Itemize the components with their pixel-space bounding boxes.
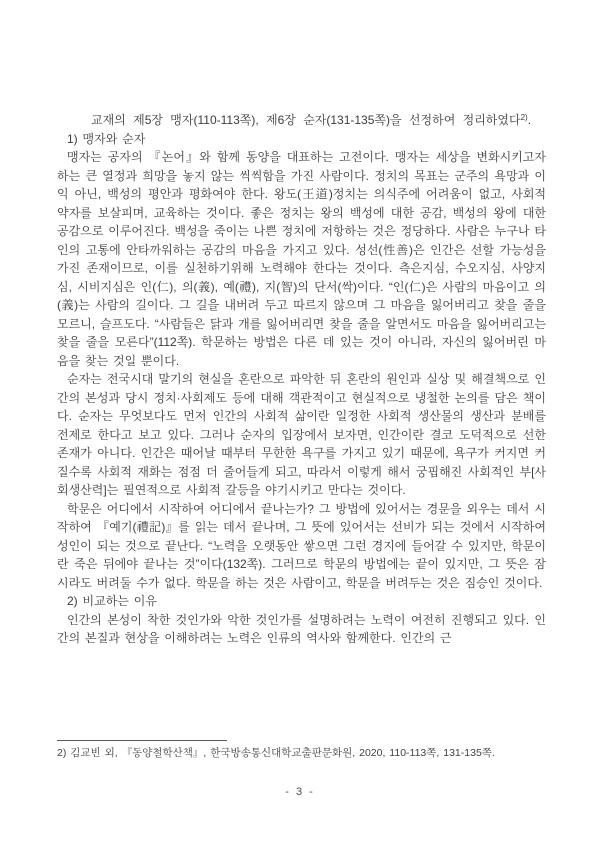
footnote-area — [57, 740, 546, 760]
intro-suffix: . — [527, 113, 532, 127]
body-paragraph-learning: 학문은 어디에서 시작하여 어디에서 끝나는가? 그 방법에 있어서는 경문을 외우는 데서 시작하여 『예기(禮記)』를 읽는 데서 끝나며, 그 뜻에 있어서는 선비가 되는 것에서 시작하여 성인이 되는 것으로 끝난다. “노력을 오랫동안 쌓으면 그런 경지에 들어갈 수 있지만, 학문이란 죽은 뒤에야 끝나는 것”이다(132쪽). 그러므로 학문의 방법에는 끝이 있지만, 그 뜻은 잠시라도 버려둘 수가 없다. 학문을 하는 것은 사람이고, 학문을 버려두는 것은 짐승인 것이다. — [57, 501, 546, 590]
intro-paragraph — [57, 111, 546, 130]
footnote-separator — [57, 740, 227, 741]
section-heading-reason-for-comparison: 2) 비교하는 이유 — [67, 594, 157, 608]
body-paragraph-mencius: 맹자는 공자의 『논어』와 함께 동양을 대표하는 고전이다. 맹자는 세상을 변화시키고자 하는 큰 열정과 희망을 놓지 않는 씩씩함을 가진 사람이다. 정치의 목표는 군주의 욕망과 이익 아닌, 백성의 평안과 평화여야 한다. 왕도(王道)정치는 의식주에 어려움이 없고, 사회적 약자를 보살피며, 교육하는 것이다. 좋은 정치는 왕의 백성에 대한 공감, 백성의 왕에 대한 공감으로 이루어진다. 백성을 죽이는 나쁜 정치에 저항하는 것은 정당하다. 사람은 누구나 타인의 고통에 안타까워하는 공감의 마음을 가지고 있다. 성선(性善)은 인간은 선할 가능성을 가진 존재이므로, 이를 실천하기위해 노력해야 한다는 것이다. 측은지심, 수오지심, 사양지심, 시비지심은 인(仁), 의(義), 예(禮), 지(智)의 단서(싹)이다. “인(仁)은 사람의 마음이고 의(義)는 사람의 길이다. 그 길을 내버려 두고 따르지 않으며 그 마음을 잃어버리고 찾을 줄을 모르니, 슬프도다. “사람들은 닭과 개를 잃어버리면 찾을 줄을 알면서도 마음을 잃어버리고는 찾을 줄을 모른다”(112쪽). 학문하는 방법은 다른 데 있는 것이 아니라, 자신의 잃어버린 마음을 찾는 것일 뿐이다. — [57, 150, 546, 368]
footnote-text: 2) 김교빈 외, 『동양철학산책』, 한국방송통신대학교출판문화원, 2020, 110-113쪽, 131-135쪽. — [57, 747, 495, 759]
intro-text: 교재의 제5장 맹자(110-113쪽), 제6장 순자(131-135쪽)을 선정하여 정리하였다 — [91, 113, 521, 127]
section-heading-mencius-xunzi: 1) 맹자와 순자 — [67, 131, 146, 146]
page-number: - 3 - — [285, 786, 315, 798]
footnote-reference-marker: 2) — [520, 113, 528, 122]
body-paragraph-human-nature: 인간의 본성이 착한 것인가와 악한 것인가를 설명하려는 노력이 여전히 진행되고 있다. 인간의 본질과 현상을 이해하려는 노력은 인류의 역사와 함께한다. 인간의 근 — [57, 612, 546, 645]
document-body — [57, 111, 546, 648]
body-paragraph-xunzi: 순자는 전국시대 말기의 현실을 혼란으로 파악한 뒤 혼란의 원인과 실상 및 해결책으로 인간의 본성과 당시 정치·사회제도 등에 대해 객관적이고 현실적으로 냉철한 논의를 담은 책이다. 순자는 무엇보다도 먼저 인간의 사회적 삶이란 일정한 사회적 생산물의 생산과 분배를 전제로 한다고 보고 있다. 그러나 순자의 입장에서 보자면, 인간이란 결코 도덕적으로 선한 존재가 아니다. 인간은 때어날 때부터 무한한 욕구를 가지고 있기 때문에, 욕구가 커지면 커질수록 사회적 재화는 점점 더 줄어들게 되고, 따라서 이렇게 해서 궁핍해진 사회적인 부[사회생산력]는 필연적으로 사회적 갈등을 야기시키고 만다는 것이다. — [57, 372, 546, 497]
